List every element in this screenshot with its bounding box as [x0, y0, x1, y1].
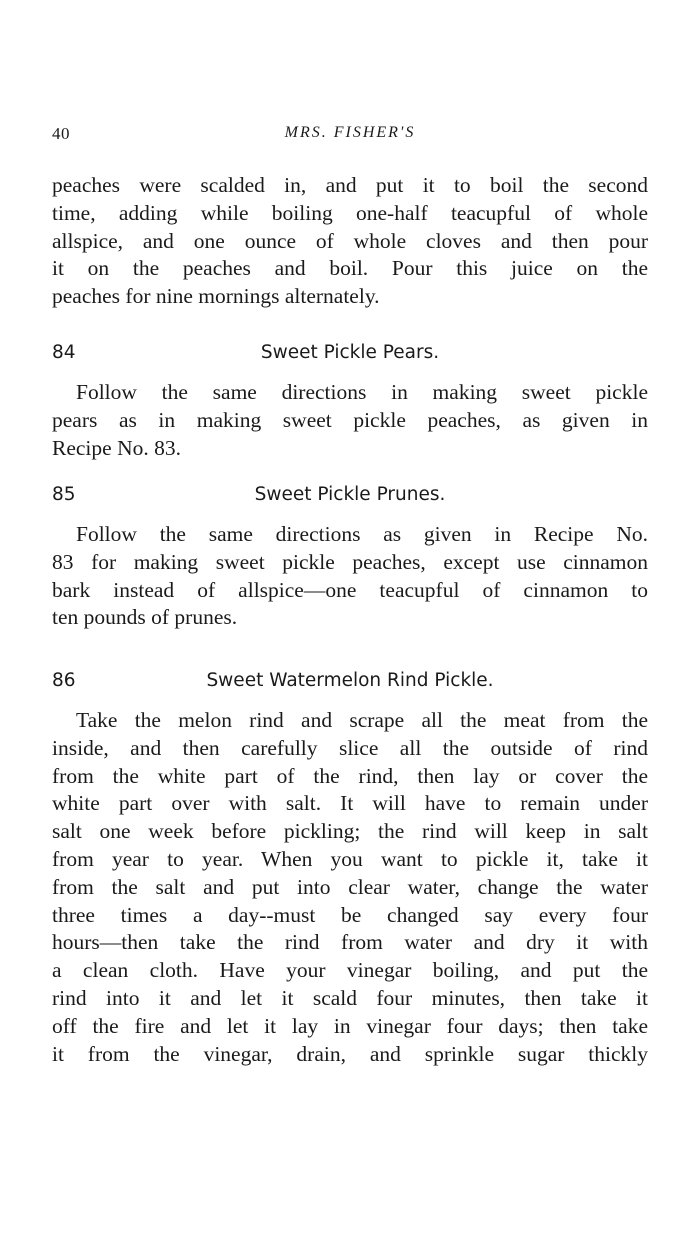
text-line: Recipe No. 83.: [52, 435, 181, 460]
text-line: inside, and then carefully slice all the outside of rind: [52, 735, 648, 760]
text-line: ten pounds of prunes.: [52, 605, 238, 630]
running-head: MRS. FISHER'S: [284, 124, 416, 141]
recipe-title: Sweet Watermelon Rind Pickle.: [206, 670, 494, 691]
text-line: from the white part of the rind, then lay or cover the: [52, 763, 648, 788]
text-line: from the salt and put into clear water, change the water: [52, 874, 648, 899]
text-line: 83 for making sweet pickle peaches, except use cinnamon: [52, 549, 648, 574]
page-header: [52, 124, 648, 150]
intro-paragraph: [52, 172, 648, 311]
text-line: peaches for nine mornings alternately.: [52, 284, 380, 309]
text-line: rind into it and let it scald four minutes, then take it: [52, 985, 648, 1010]
text-line: Follow the same directions as given in Recipe No.: [76, 522, 648, 546]
text-line: bark instead of allspice—one teacupful of cinnamon to: [52, 577, 648, 602]
text-line: pears as in making sweet pickle peaches, as given in: [52, 407, 648, 432]
recipe-heading-86: [52, 670, 648, 698]
recipe-title: Sweet Pickle Prunes.: [254, 484, 446, 505]
text-line: salt one week before pickling; the rind will keep in salt: [52, 819, 648, 844]
recipe-number: 85: [52, 484, 76, 505]
text-line: three times a day--must be changed say every four: [52, 902, 648, 927]
text-line: from year to year. When you want to pickle it, take it: [52, 846, 648, 871]
recipe-body-85: [52, 521, 648, 632]
text-line: time, adding while boiling one-half teacupful of whole: [52, 200, 648, 225]
text-line: off the fire and let it lay in vinegar four days; then take: [52, 1013, 648, 1038]
text-line: it from the vinegar, drain, and sprinkle sugar thickly: [52, 1041, 648, 1066]
page-number: 40: [52, 124, 70, 143]
recipe-heading-84: [52, 342, 648, 370]
text-line: allspice, and one ounce of whole cloves and then pour: [52, 228, 648, 253]
recipe-number: 84: [52, 342, 76, 363]
text-line: a clean cloth. Have your vinegar boiling, and put the: [52, 958, 648, 983]
text-line: Take the melon rind and scrape all the meat from the: [76, 708, 648, 732]
recipe-heading-85: [52, 484, 648, 512]
recipe-title: Sweet Pickle Pears.: [260, 342, 440, 363]
recipe-body-86: [52, 707, 648, 1068]
text-line: hours—then take the rind from water and dry it with: [52, 930, 648, 955]
recipe-number: 86: [52, 670, 76, 691]
text-line: peaches were scalded in, and put it to boil the second: [52, 173, 648, 197]
recipe-body-84: [52, 379, 648, 462]
text-line: white part over with salt. It will have to remain under: [52, 791, 648, 816]
text-line: it on the peaches and boil. Pour this juice on the: [52, 256, 648, 281]
text-line: Follow the same directions in making sweet pickle: [76, 380, 648, 404]
